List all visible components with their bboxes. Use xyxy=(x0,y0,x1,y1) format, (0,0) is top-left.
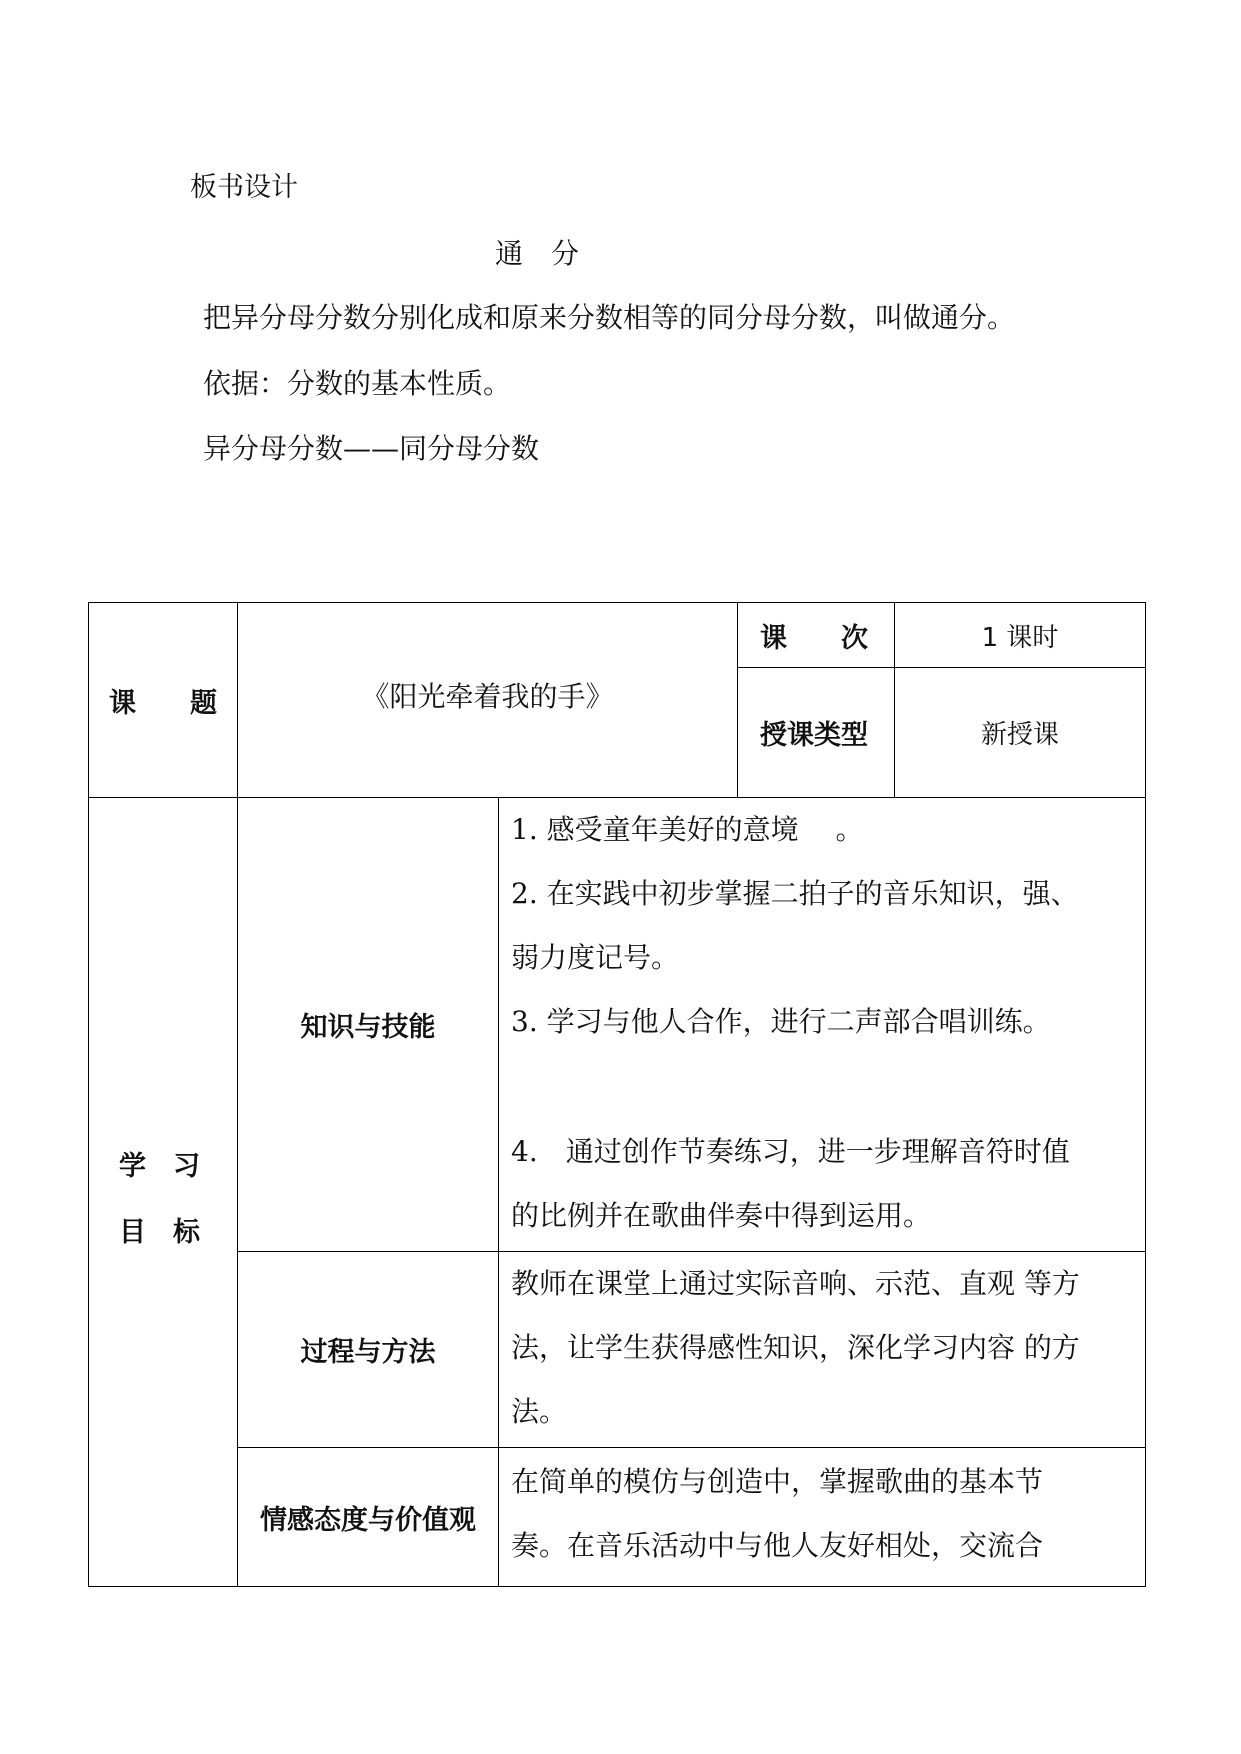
knowledge-line-4: 3. 学习与他人合作，进行二声部合唱训练。 xyxy=(511,1005,1051,1038)
goals-label-line1: 学 习 xyxy=(119,1151,200,1182)
goals-label-cell xyxy=(88,797,238,1587)
goals-label-line2: 目 标 xyxy=(119,1217,200,1248)
board-basis-line: 依据：分数的基本性质。 xyxy=(203,367,512,400)
knowledge-line-blank xyxy=(511,1054,1137,1120)
process-content-cell xyxy=(498,1251,1146,1448)
process-line-3: 法。 xyxy=(511,1395,568,1428)
board-definition-line: 把异分母分数分别化成和原来分数相等的同分母分数，叫做通分。 xyxy=(203,301,1016,334)
knowledge-line-2: 2. 在实践中初步掌握二拍子的音乐知识，强、 xyxy=(511,877,1079,910)
board-design-heading: 板书设计 xyxy=(190,172,298,203)
emotion-line-2: 奏。在音乐活动中与他人友好相处，交流合 xyxy=(511,1529,1044,1562)
knowledge-content-cell xyxy=(498,797,1146,1252)
emotion-label: 情感态度与价值观 xyxy=(260,1504,476,1536)
board-summary-line: 异分母分数——同分母分数 xyxy=(203,432,540,465)
topic-value-cell xyxy=(237,602,738,798)
type-label-cell xyxy=(737,667,895,798)
knowledge-line-3: 弱力度记号。 xyxy=(511,941,680,974)
board-title: 通分 xyxy=(495,237,608,270)
topic-value: 《阳光牵着我的手》 xyxy=(361,680,614,713)
process-line-2: 法，让学生获得感性知识，深化学习内容 的方 xyxy=(511,1331,1080,1364)
type-label: 授课类型 xyxy=(760,720,868,751)
process-label-cell xyxy=(237,1251,499,1448)
session-value-cell xyxy=(894,602,1146,668)
emotion-content-cell xyxy=(498,1447,1146,1587)
session-value: 1 课时 xyxy=(981,622,1059,653)
session-label-cell xyxy=(737,602,895,668)
knowledge-line-6: 的比例并在歌曲伴奏中得到运用。 xyxy=(511,1199,932,1232)
process-label: 过程与方法 xyxy=(300,1337,436,1368)
type-value-cell xyxy=(894,667,1146,798)
session-label: 课 次 xyxy=(760,622,868,654)
topic-label-cell xyxy=(88,602,238,798)
emotion-label-cell xyxy=(237,1447,499,1587)
topic-label: 课 题 xyxy=(109,687,217,719)
emotion-line-1: 在简单的模仿与创造中，掌握歌曲的基本节 xyxy=(511,1465,1044,1498)
process-line-1: 教师在课堂上通过实际音响、示范、直观 等方 xyxy=(511,1267,1080,1300)
knowledge-label-cell xyxy=(237,797,499,1252)
knowledge-line-5: 4. 通过创作节奏练习，进一步理解音符时值 xyxy=(511,1135,1070,1168)
knowledge-label: 知识与技能 xyxy=(300,1012,436,1043)
knowledge-line-1: 1. 感受童年美好的意境 。 xyxy=(511,813,864,846)
type-value: 新授课 xyxy=(980,720,1059,750)
